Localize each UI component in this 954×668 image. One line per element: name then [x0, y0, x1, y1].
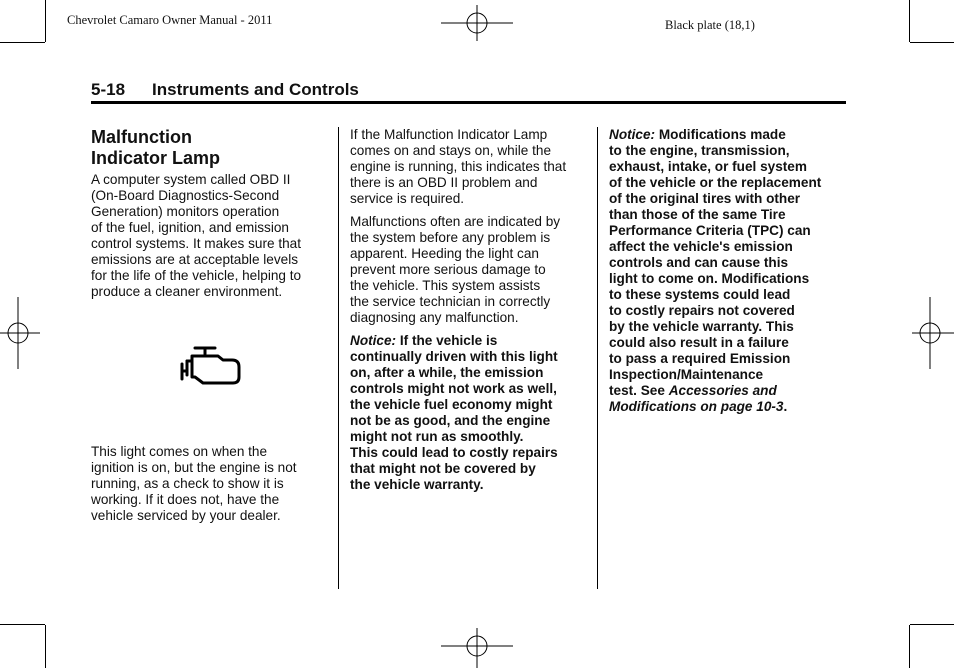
crop-mark	[45, 0, 46, 42]
crop-mark	[910, 624, 954, 625]
section-rule	[91, 101, 846, 104]
crop-mark	[0, 624, 45, 625]
crop-mark	[909, 625, 910, 668]
registration-mark-icon	[441, 5, 515, 41]
notice-block	[350, 333, 590, 493]
plate-label: Black plate (18,1)	[665, 18, 755, 32]
registration-mark-icon	[441, 628, 515, 668]
registration-mark-icon	[0, 297, 40, 369]
article-title: Malfunction Indicator Lamp	[91, 127, 221, 168]
column-divider	[338, 127, 339, 589]
crop-mark	[910, 42, 954, 43]
crop-mark	[909, 0, 910, 42]
check-paragraph: This light comes on when the ignition is on, but the engine is not running, as a check to show it is working. If it does not, have the vehicle serviced by your dealer.	[91, 444, 297, 523]
mil-paragraph: If the Malfunction Indicator Lamp comes on and stays on, while the engine is running, this indicates that there is an OBD II problem and service is required.	[350, 127, 567, 206]
notice-label: Notice:	[350, 333, 397, 348]
column-divider	[597, 127, 598, 589]
cross-reference-link[interactable]: Accessories and Modifications on page 10‑3	[609, 383, 784, 414]
column-2	[350, 127, 590, 500]
section-heading	[91, 80, 359, 100]
section-title: Instruments and Controls	[152, 80, 359, 99]
notice-end: .	[783, 399, 788, 414]
registration-mark-icon	[912, 297, 954, 369]
engine-icon	[178, 345, 242, 387]
notice-text: If the vehicle is continually driven with this light on, after a while, the emission controls might not work as well, the vehicle fuel economy might not be as good, and the engine might not run as smoothly. This could lead to costly repairs that might not be covered by the vehicle warranty.	[350, 333, 558, 492]
malfunction-paragraph: Malfunctions often are indicated by the system before any problem is apparent. Heeding the light can prevent more serious damage to the vehicle. This system assists the service technician in correctly diagnosing any malfunction.	[350, 214, 561, 325]
notice-block	[609, 127, 844, 415]
column-3	[609, 127, 844, 422]
notice-label: Notice:	[609, 127, 656, 142]
crop-mark	[0, 42, 45, 43]
intro-paragraph: A computer system called OBD II (On-Board Diagnostics-Second Generation) monitors operation of the fuel, ignition, and emission control systems. It makes sure that emissions are at acceptable levels for the life of the vehicle, helping to produce a cleaner environment.	[91, 172, 302, 299]
crop-mark	[45, 625, 46, 668]
column-1	[91, 127, 326, 531]
notice-text: Modifications made to the engine, transmission, exhaust, intake, or fuel system of the vehicle or the replacement of the original tires with other than those of the same Tire Performance Criteria (TPC) can affect the vehicle's emission controls and can cause this light to come on. Modifications to these systems could lead to costly repairs not covered by the vehicle warranty. This could also result in a failure to pass a required Emission Inspection/Maintenance test. See	[609, 127, 822, 398]
section-number: 5-18	[91, 80, 126, 99]
manual-title: Chevrolet Camaro Owner Manual - 2011	[67, 13, 273, 27]
